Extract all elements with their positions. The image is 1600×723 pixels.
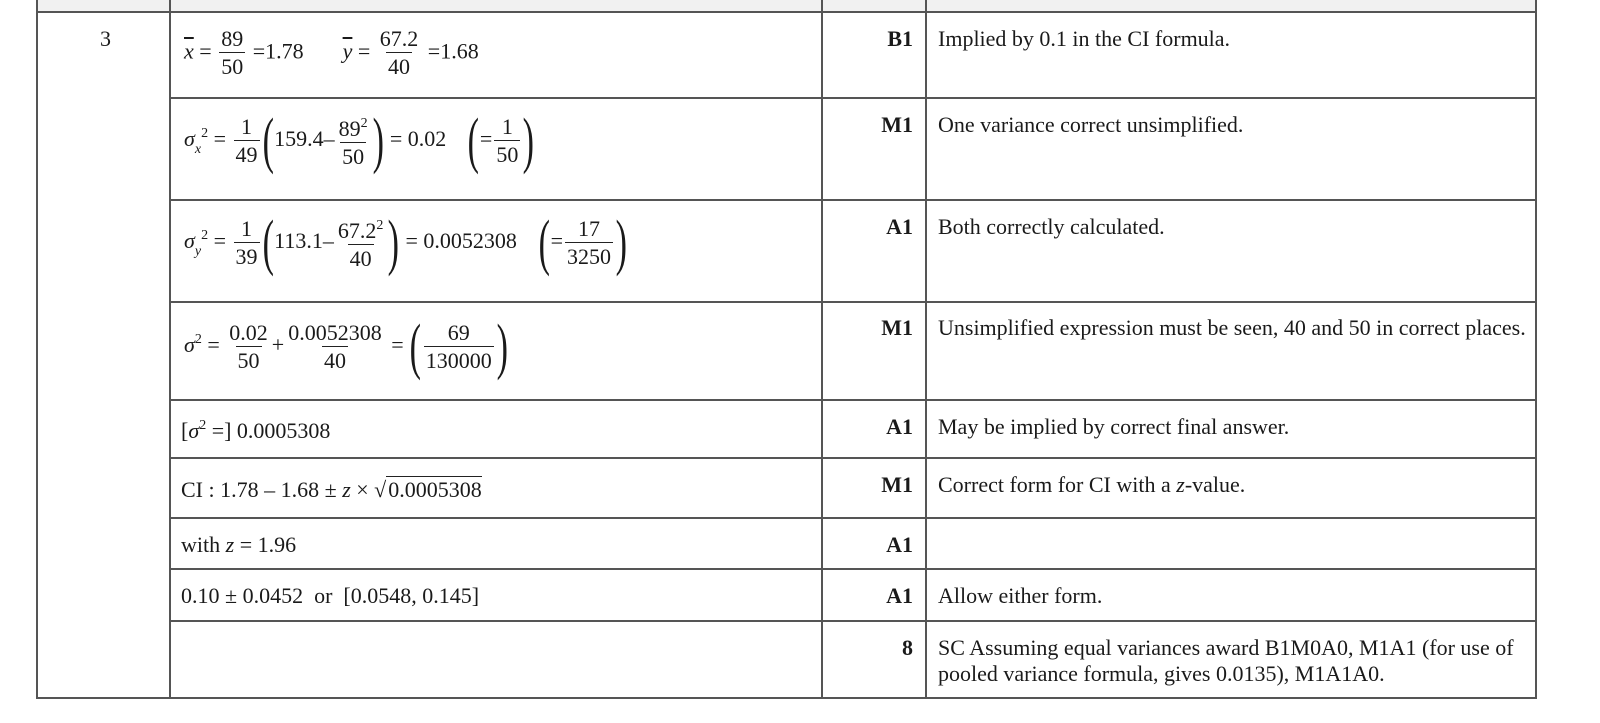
xbar-symbol: $\overline{x}$ (184, 38, 194, 64)
mark-code: B1 (887, 26, 913, 51)
guidance-text: Unsimplified expression must be seen, 40 and 50 in correct places. (938, 315, 1526, 340)
working-means (184, 26, 479, 81)
row-divider (36, 11, 1537, 13)
mark-code: A1 (886, 214, 913, 239)
table-border-left (36, 0, 38, 699)
mark-code: M1 (881, 472, 913, 497)
row-divider (169, 457, 1537, 459)
guidance-text: Correct form for CI with a z-value. (938, 472, 1246, 497)
table-border-right (1535, 0, 1537, 699)
guidance-text: Implied by 0.1 in the CI formula. (938, 26, 1231, 51)
equals-sign: = (199, 38, 212, 64)
mean-x-value: =1.78 (252, 38, 304, 64)
fraction: $\frac{89}{50}$ (221, 26, 244, 79)
working-final-answer: 0.10 ± 0.0452 or [0.0548, 0.145] (181, 583, 480, 608)
working-ci-formula: CI : 1.78 – 1.68 ± z × √0.0005308 (181, 477, 482, 502)
special-case-note: SC Assuming equal variances award B1M0A0, M1A1 (for use of pooled variance formula, gives 0.0135), M1A1A0. (938, 635, 1514, 686)
mark-code: M1 (881, 112, 913, 137)
row-divider (169, 568, 1537, 570)
mean-y-value: =1.68 (427, 38, 479, 64)
total-marks: 8 (902, 635, 913, 660)
question-number: 3 (100, 26, 111, 51)
ybar-symbol: $\overline{y}$ (342, 38, 353, 64)
row-divider (169, 517, 1537, 519)
mark-code: M1 (881, 315, 913, 340)
guidance-text: Allow either form. (938, 583, 1103, 608)
row-divider (169, 301, 1537, 303)
table-border-bottom (36, 697, 1537, 699)
column-divider (169, 0, 171, 699)
column-divider (925, 0, 927, 699)
row-divider (169, 620, 1537, 622)
working-combined-variance: $\sigma^2$ = $\frac{0.02}{50}$ + $\frac{0.0052308}{40}$ = ( $\frac{69}{130000}$ ) (184, 313, 508, 381)
left-paren: ( (262, 107, 274, 175)
guidance-text: Both correctly calculated. (938, 214, 1165, 239)
working-variance-y: $\sigma_y^2$ = $\frac{1}{39}$ (113.1– $\frac{67.2^2}{40}$ ) = 0.0052308 (= $\frac{17}{3250}$ ) (184, 209, 628, 277)
fraction: $\frac{67.2}{40}$ (379, 26, 419, 79)
row-divider (169, 199, 1537, 201)
equals-sign: = (357, 38, 371, 64)
working-variance-x: $\sigma_x^2$ = $\frac{1}{49}$ (159.4– $\frac{89^2}{50}$ ) = 0.02 (= $\frac{1}{50}$ ) (184, 107, 535, 175)
guidance-text: One variance correct unsimplified. (938, 112, 1244, 137)
row-divider (169, 399, 1537, 401)
working-z-value: with z = 1.96 (181, 532, 297, 557)
working-variance-value: [$\sigma^2$ =] 0.0005308 (181, 418, 331, 443)
guidance-text: May be implied by correct final answer. (938, 414, 1290, 439)
mark-code: A1 (886, 414, 913, 439)
markscheme-table (36, 0, 1537, 699)
mark-code: A1 (886, 532, 913, 557)
mark-code: A1 (886, 583, 913, 608)
right-paren: ) (372, 107, 384, 175)
row-divider (169, 97, 1537, 99)
